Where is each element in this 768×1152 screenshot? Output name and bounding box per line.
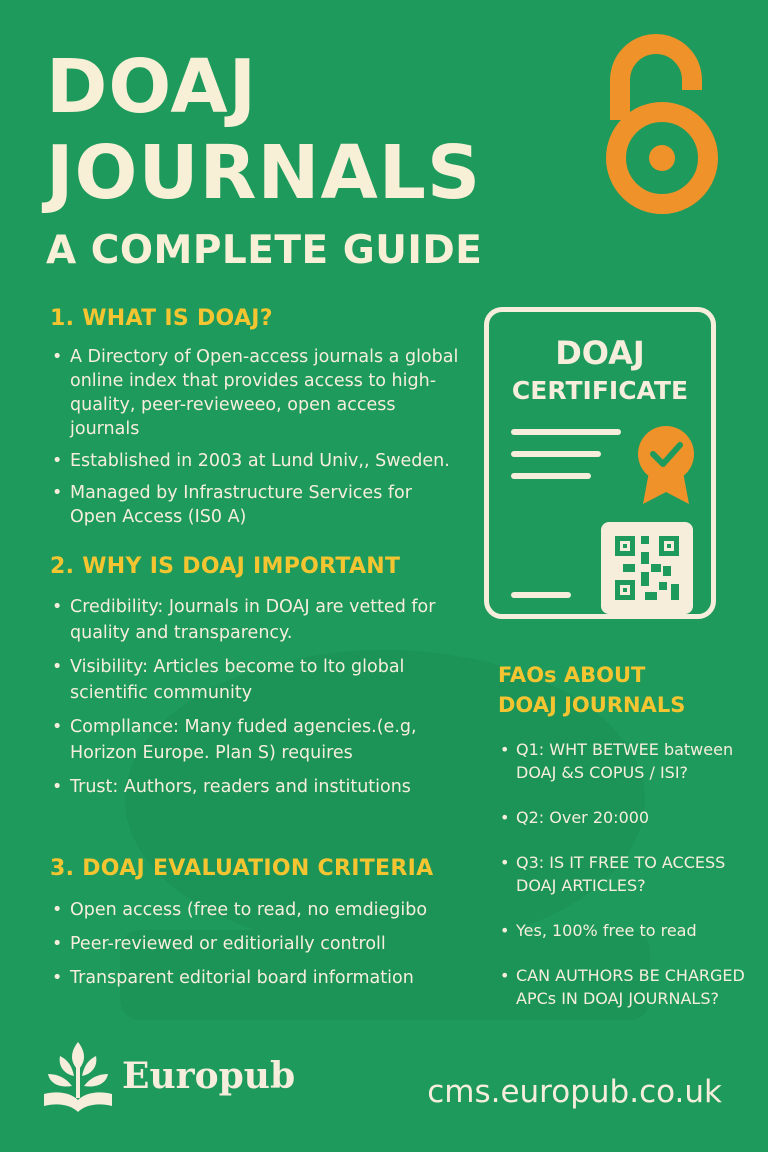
faq-item: • CAN AUTHORS BE CHARGED APCs IN DOAJ JOURNALS? (498, 964, 758, 1010)
website-url[interactable]: cms.europub.co.uk (427, 1074, 722, 1110)
list-item: • Visibility: Articles become to lto global scientific community (50, 654, 460, 706)
page-title-line-2: JOURNALS (46, 130, 482, 216)
certificate-text-line (511, 473, 591, 479)
title-block (46, 44, 482, 276)
award-badge-icon (635, 424, 697, 506)
certificate-title: DOAJ (555, 334, 645, 372)
faq-item: • Q3: IS IT FREE TO ACCESS DOAJ ARTICLES? (498, 851, 758, 897)
list-item: • Trust: Authors, readers and institutions (50, 774, 460, 800)
brand-name: Europub (122, 1055, 296, 1097)
list-item: • A Directory of Open-access journals a global online index that provides access to high-quality, peer-revieweeo, open access journals (50, 345, 460, 441)
faq-list (498, 738, 758, 1032)
section-heading-what-is-doaj: 1. WHAT IS DOAJ? (50, 306, 273, 331)
faq-heading-line-1: FAOs ABOUT (498, 663, 646, 687)
certificate-text-line (511, 451, 601, 457)
section-heading-evaluation-criteria: 3. DOAJ EVALUATION CRITERIA (50, 856, 434, 881)
list-item: • Open access (free to read, no emdiegibo (50, 897, 450, 923)
open-access-lock-icon (600, 28, 730, 218)
list-item: • Transparent editorial board information (50, 965, 450, 991)
list-item: • Managed by Infrastructure Services for Open Access (IS0 A) (50, 481, 460, 529)
evaluation-criteria-list (50, 897, 450, 999)
faq-item: • Yes, 100% free to read (498, 919, 758, 942)
list-item: • Credibility: Journals in DOAJ are vetted for quality and transparency. (50, 594, 460, 646)
brand-logo (40, 1036, 295, 1116)
qr-code-icon (601, 522, 693, 614)
faq-item: • Q1: WHT BETWEE batween DOAJ &S COPUS / ISI? (498, 738, 758, 784)
list-item: • Compllance: Many fuded agencies.(e.g, Horizon Europe. Plan S) requires (50, 714, 460, 766)
page-subtitle: A COMPLETE GUIDE (46, 228, 483, 273)
certificate-subtitle: CERTIFICATE (511, 376, 689, 405)
why-important-list (50, 594, 460, 808)
certificate-card (484, 307, 716, 619)
plant-book-logo-icon (40, 1036, 116, 1116)
page-title-line-1: DOAJ (46, 44, 258, 130)
certificate-text-line (511, 429, 621, 435)
what-is-doaj-list (50, 345, 460, 537)
list-item: • Peer-reviewed or editiorially controll (50, 931, 450, 957)
faq-item: • Q2: Over 20:000 (498, 806, 758, 829)
list-item: • Established in 2003 at Lund Univ,, Sweden. (50, 449, 460, 473)
faq-heading (498, 660, 685, 720)
section-heading-why-important: 2. WHY IS DOAJ IMPORTANT (50, 554, 401, 579)
certificate-signature-line (511, 592, 571, 598)
faq-heading-line-2: DOAJ JOURNALS (498, 693, 686, 717)
